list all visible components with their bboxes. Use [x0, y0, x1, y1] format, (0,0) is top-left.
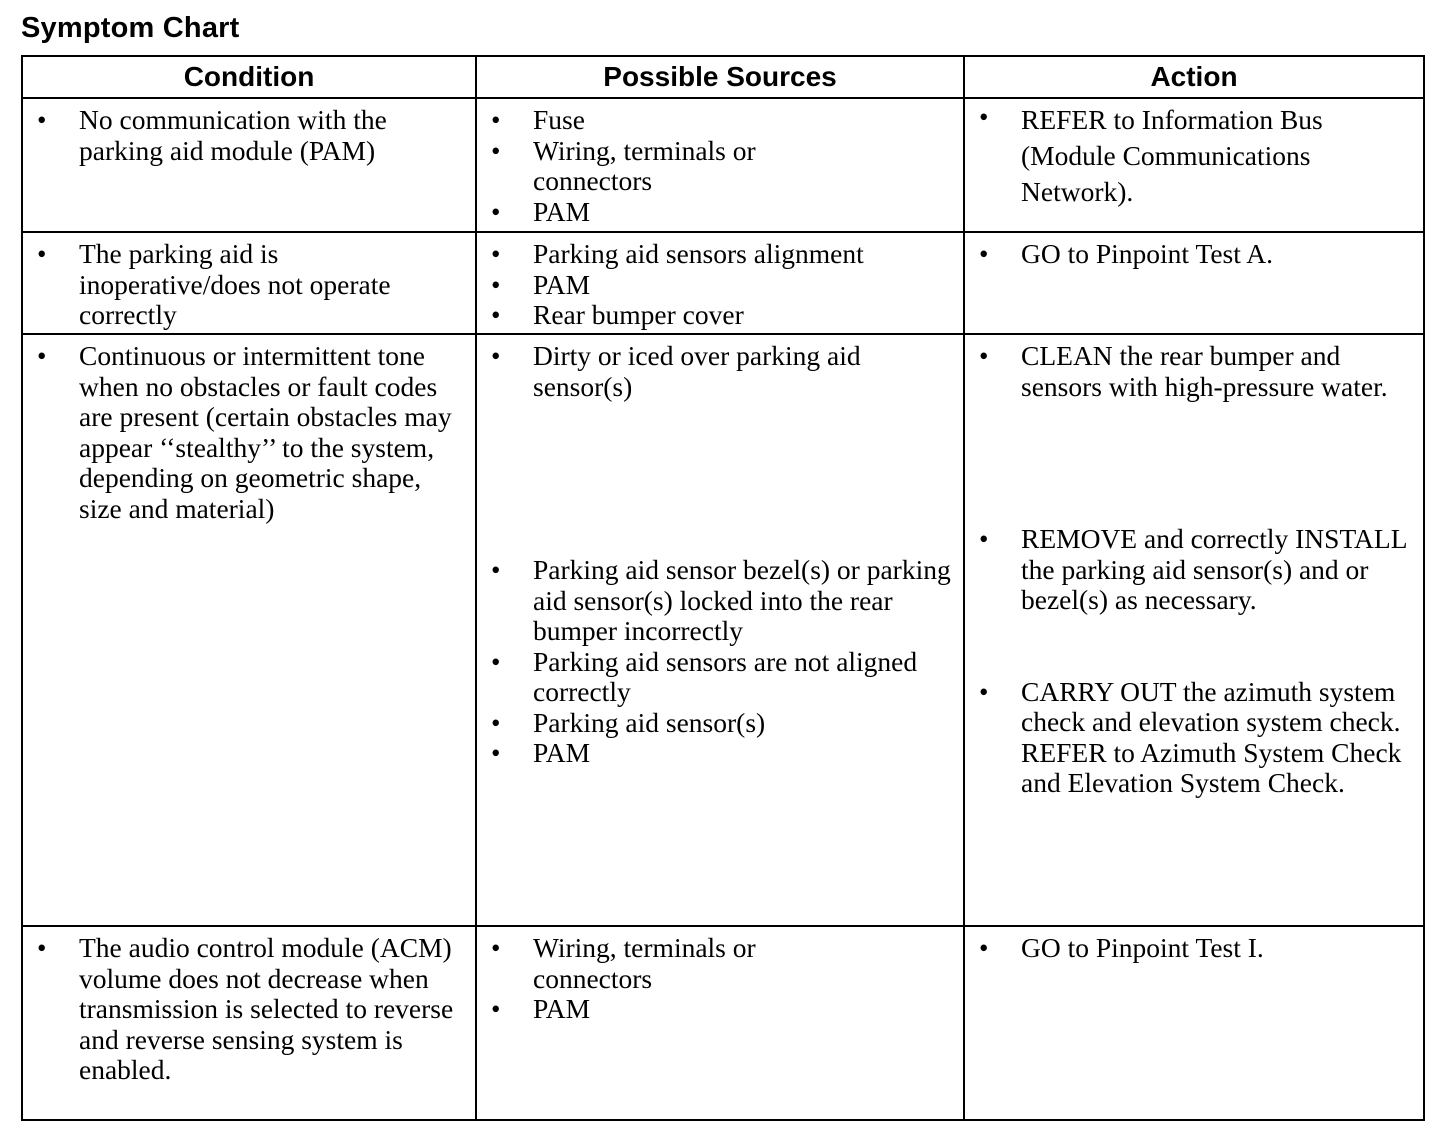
- header-condition: Condition: [22, 56, 476, 98]
- list-item: [477, 933, 963, 994]
- action-text: GO to Pinpoint Test A.: [1021, 238, 1273, 269]
- list-item: [477, 738, 963, 769]
- action-group: [965, 677, 1423, 799]
- list-item: [477, 136, 963, 197]
- action-text: GO to Pinpoint Test I.: [1021, 932, 1264, 963]
- list-item: [477, 341, 963, 402]
- source-text: Fuse: [533, 104, 585, 135]
- symptom-chart-table: [21, 55, 1425, 1121]
- source-text: Wiring, terminals or connectors: [533, 134, 756, 196]
- list-item: [477, 239, 963, 270]
- action-cell: [964, 334, 1424, 926]
- bullet-icon: •: [37, 105, 47, 135]
- bullet-icon: •: [491, 239, 501, 269]
- bullet-icon: •: [979, 102, 989, 132]
- list-item: [23, 239, 475, 331]
- bullet-icon: •: [979, 676, 989, 707]
- source-text: Parking aid sensors alignment: [533, 238, 864, 269]
- list-item: [965, 933, 1423, 964]
- list-item: [477, 647, 963, 708]
- list-item: [477, 555, 963, 647]
- bullet-icon: •: [491, 994, 501, 1024]
- action-text: REMOVE and correctly INSTALL the parking aid sensor(s) and or bezel(s) as necessary.: [1021, 523, 1407, 615]
- bullet-icon: •: [491, 135, 501, 166]
- bullet-icon: •: [491, 738, 501, 768]
- condition-cell: [22, 232, 476, 334]
- bullet-icon: •: [491, 341, 501, 371]
- table-row: [22, 232, 1424, 334]
- action-group: [965, 341, 1423, 402]
- bullet-icon: •: [491, 933, 501, 963]
- action-text: REFER to Information Bus (Module Communications Network).: [1021, 104, 1323, 207]
- list-item: [477, 197, 963, 228]
- action-cell: [964, 232, 1424, 334]
- table-row: [22, 334, 1424, 926]
- action-text: CARRY OUT the azimuth system check and elevation system check. REFER to Azimuth System Check and Elevation System Check.: [1021, 675, 1402, 798]
- source-group: [477, 341, 963, 402]
- condition-cell: [22, 926, 476, 1120]
- table-row: [22, 926, 1424, 1120]
- table-row: [22, 98, 1424, 232]
- condition-text: The audio control module (ACM) volume does not decrease when transmission is selected to reverse and reverse sensing system is enabled.: [79, 932, 454, 1085]
- source-text: Parking aid sensor bezel(s) or parking aid sensor(s) locked into the rear bumper incorrectly: [533, 554, 951, 646]
- source-text: Wiring, terminals or connectors: [533, 932, 756, 994]
- source-text: Dirty or iced over parking aid sensor(s): [533, 340, 861, 402]
- condition-cell: [22, 334, 476, 926]
- list-item: [965, 239, 1423, 270]
- bullet-icon: •: [491, 300, 501, 330]
- bullet-icon: •: [491, 555, 501, 585]
- bullet-icon: •: [37, 239, 47, 269]
- list-item: [23, 933, 475, 1086]
- bullet-icon: •: [979, 341, 989, 371]
- action-group: [965, 524, 1423, 616]
- bullet-icon: •: [979, 933, 989, 963]
- condition-text: No communication with the parking aid module (PAM): [79, 104, 387, 166]
- source-text: PAM: [533, 195, 591, 227]
- list-item: [23, 341, 475, 524]
- bullet-icon: •: [491, 646, 501, 677]
- source-text: Parking aid sensors are not aligned correctly: [533, 645, 918, 707]
- bullet-icon: •: [491, 269, 501, 300]
- sources-cell: [476, 232, 964, 334]
- list-item: [477, 300, 963, 331]
- source-group: [477, 555, 963, 769]
- bullet-icon: •: [37, 933, 47, 963]
- source-text: PAM: [533, 737, 591, 768]
- bullet-icon: •: [491, 196, 501, 227]
- list-item: [477, 994, 963, 1025]
- sources-cell: [476, 926, 964, 1120]
- action-cell: [964, 926, 1424, 1120]
- condition-cell: [22, 98, 476, 232]
- source-text: PAM: [533, 268, 591, 300]
- list-item: [965, 524, 1423, 616]
- condition-text: Continuous or intermittent tone when no obstacles or fault codes are present (certain obstacles may appear ‘‘stealthy’’ to the system, depending on geometric shape, size and material): [79, 340, 452, 524]
- list-item: [965, 102, 1423, 210]
- list-item: [477, 105, 963, 136]
- list-item: [477, 270, 963, 301]
- list-item: [965, 677, 1423, 799]
- bullet-icon: •: [37, 341, 47, 371]
- source-text: Rear bumper cover: [533, 299, 744, 330]
- bullet-icon: •: [979, 239, 989, 269]
- header-row: [22, 56, 1424, 98]
- header-possible-sources: Possible Sources: [476, 56, 964, 98]
- source-text: Parking aid sensor(s): [533, 706, 766, 738]
- bullet-icon: •: [491, 707, 501, 738]
- condition-text: The parking aid is inoperative/does not operate correctly: [79, 238, 391, 330]
- action-cell: [964, 98, 1424, 232]
- action-text: CLEAN the rear bumper and sensors with high-pressure water.: [1021, 340, 1388, 402]
- list-item: [477, 708, 963, 739]
- list-item: [965, 341, 1423, 402]
- list-item: [23, 105, 475, 166]
- source-text: PAM: [533, 993, 591, 1024]
- bullet-icon: •: [979, 524, 989, 554]
- sources-cell: [476, 98, 964, 232]
- header-action: Action: [964, 56, 1424, 98]
- sources-cell: [476, 334, 964, 926]
- bullet-icon: •: [491, 105, 501, 135]
- page-title: Symptom Chart: [21, 12, 240, 44]
